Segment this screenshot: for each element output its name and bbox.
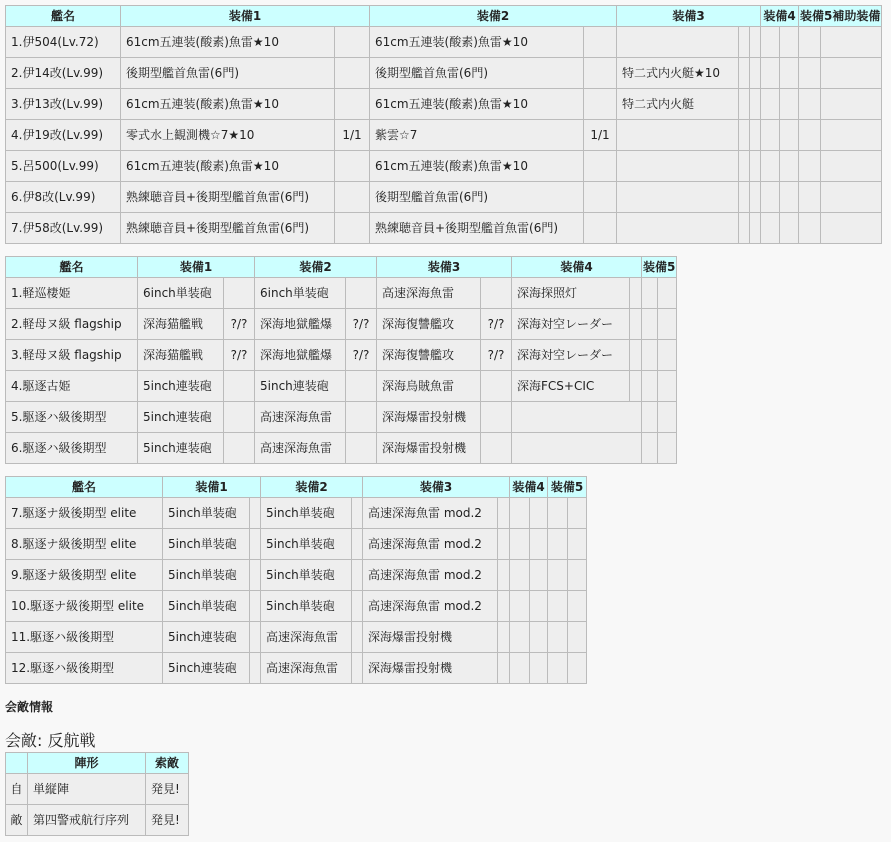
ship-name: 4.伊19改(Lv.99)	[6, 120, 121, 151]
equip1: 5inch単装砲	[163, 591, 250, 622]
equip4: 深海対空レーダー	[512, 340, 630, 371]
equip4	[761, 120, 780, 151]
table-header-row	[6, 257, 677, 278]
table-row	[6, 805, 189, 836]
equip1: 熟練聴音員+後期型艦首魚雷(6門)	[121, 213, 335, 244]
equip2-count	[352, 591, 363, 622]
equip3-count	[739, 27, 750, 58]
equip3: 特二式内火艇	[617, 89, 739, 120]
equip2-count	[584, 151, 617, 182]
equip1: 熟練聴音員+後期型艦首魚雷(6門)	[121, 182, 335, 213]
equip3: 深海爆雷投射機	[363, 622, 498, 653]
equip4-count	[780, 27, 799, 58]
equip3: 高速深海魚雷 mod.2	[363, 591, 498, 622]
table-row	[6, 622, 587, 653]
aux-equip	[820, 120, 882, 151]
equip5	[548, 591, 568, 622]
equip4	[761, 58, 780, 89]
equip2: 高速深海魚雷	[261, 653, 352, 684]
equip5-count	[568, 653, 587, 684]
equip2-count	[584, 58, 617, 89]
equip3-count	[739, 120, 750, 151]
equip3-count	[739, 151, 750, 182]
equip3-count	[739, 213, 750, 244]
equip5-count	[568, 529, 587, 560]
equip2-count: 1/1	[584, 120, 617, 151]
equip1-count	[335, 89, 370, 120]
equip3-count: ?/?	[481, 340, 512, 371]
equip1-count	[335, 27, 370, 58]
equip5	[548, 560, 568, 591]
equip4	[761, 89, 780, 120]
table-row	[6, 182, 882, 213]
empty-cell	[750, 27, 761, 58]
equip5-count	[658, 371, 677, 402]
equip3: 深海爆雷投射機	[363, 653, 498, 684]
ship-name: 2.伊14改(Lv.99)	[6, 58, 121, 89]
col-equip4: 装備4	[510, 477, 548, 498]
equip1-count: ?/?	[224, 340, 255, 371]
formation-table	[5, 752, 189, 836]
col-equip5: 装備5	[800, 9, 833, 23]
table-row	[6, 27, 882, 58]
col-ship-name: 艦名	[6, 477, 163, 498]
equip1: 5inch連装砲	[163, 653, 250, 684]
table-row	[6, 498, 587, 529]
col-search: 索敵	[146, 753, 189, 774]
equip5	[799, 151, 821, 182]
equip5	[799, 182, 821, 213]
ship-name: 6.駆逐ハ級後期型	[6, 433, 138, 464]
col-equip1: 装備1	[138, 257, 255, 278]
equip3-count	[739, 89, 750, 120]
equip4	[761, 151, 780, 182]
ship-name: 5.呂500(Lv.99)	[6, 151, 121, 182]
equip1-count	[250, 529, 261, 560]
equip1: 後期型艦首魚雷(6門)	[121, 58, 335, 89]
table-row	[6, 371, 677, 402]
col-equip1: 装備1	[121, 6, 370, 27]
equip4: 深海対空レーダー	[512, 309, 630, 340]
equip1: 5inch連装砲	[138, 371, 224, 402]
aux-equip	[820, 182, 882, 213]
equip4-count	[530, 560, 548, 591]
equip5-count	[568, 622, 587, 653]
search-result: 発見!	[146, 805, 189, 836]
enemy-main-fleet-table	[5, 256, 677, 464]
equip4-count	[530, 591, 548, 622]
equip5	[642, 433, 658, 464]
col-equip3: 装備3	[363, 477, 510, 498]
side: 敵	[6, 805, 28, 836]
col-equip3: 装備3	[377, 257, 512, 278]
equip2: 高速深海魚雷	[261, 622, 352, 653]
equip2-count	[584, 27, 617, 58]
equip2-count	[352, 622, 363, 653]
equip3-count	[481, 278, 512, 309]
equip2-count	[352, 560, 363, 591]
equip1: 5inch単装砲	[163, 498, 250, 529]
aux-equip	[820, 151, 882, 182]
equip2: 6inch単装砲	[255, 278, 346, 309]
equip2: 深海地獄艦爆	[255, 309, 346, 340]
col-formation: 陣形	[28, 753, 146, 774]
col-aux-equip: 補助装備	[832, 9, 881, 23]
col-equip2: 装備2	[370, 6, 617, 27]
equip1-count	[335, 151, 370, 182]
equip4	[761, 182, 780, 213]
table-header-row	[6, 6, 882, 27]
col-equip3: 装備3	[617, 6, 761, 27]
equip5	[548, 622, 568, 653]
table-header-row	[6, 753, 189, 774]
equip2-count	[346, 402, 377, 433]
equip3: 高速深海魚雷	[377, 278, 481, 309]
equip1-count	[250, 498, 261, 529]
col-ship-name: 艦名	[6, 6, 121, 27]
equip3-count	[498, 622, 510, 653]
empty-cell	[750, 182, 761, 213]
equip4-count	[780, 151, 799, 182]
equip3: 深海爆雷投射機	[377, 433, 481, 464]
table-row	[6, 560, 587, 591]
equip2-count	[352, 498, 363, 529]
empty-cell	[750, 151, 761, 182]
equip1: 深海猫艦戦	[138, 309, 224, 340]
equip1: 5inch連装砲	[138, 433, 224, 464]
equip3-count	[498, 560, 510, 591]
ship-name: 9.駆逐ナ級後期型 elite	[6, 560, 163, 591]
table-row	[6, 309, 677, 340]
equip1: 5inch単装砲	[163, 560, 250, 591]
col-equip4: 装備4	[761, 6, 799, 27]
equip3-count	[739, 58, 750, 89]
equip5	[799, 89, 821, 120]
equip3-count	[498, 529, 510, 560]
ship-name: 12.駆逐ハ級後期型	[6, 653, 163, 684]
equip5	[548, 529, 568, 560]
equip1: 5inch単装砲	[163, 529, 250, 560]
equip4-count	[780, 213, 799, 244]
equip4: 深海FCS+CIC	[512, 371, 630, 402]
equip4: 深海探照灯	[512, 278, 630, 309]
equip4	[510, 498, 530, 529]
col-equip5: 装備5	[642, 257, 677, 278]
equip1-count	[335, 182, 370, 213]
equip2: 高速深海魚雷	[255, 433, 346, 464]
equip2: 後期型艦首魚雷(6門)	[370, 58, 584, 89]
equip3-count	[481, 371, 512, 402]
col-equip5: 装備5	[548, 477, 587, 498]
equip5-count	[568, 591, 587, 622]
table-row	[6, 402, 677, 433]
equip5	[642, 371, 658, 402]
equip2: 紫雲☆7	[370, 120, 584, 151]
equip4-count	[780, 89, 799, 120]
empty-cell	[750, 120, 761, 151]
equip2: 後期型艦首魚雷(6門)	[370, 182, 584, 213]
equip2-count	[352, 529, 363, 560]
equip3-count	[498, 591, 510, 622]
encounter-info-heading: 会敵情報	[5, 700, 54, 714]
equip1-count	[224, 433, 255, 464]
equip4	[510, 591, 530, 622]
table-row	[6, 591, 587, 622]
equip2: 高速深海魚雷	[255, 402, 346, 433]
equip2-count	[346, 278, 377, 309]
table-row	[6, 653, 587, 684]
equip4-count	[630, 278, 642, 309]
equip5-count	[568, 498, 587, 529]
equip3: 深海復讐艦攻	[377, 340, 481, 371]
equip4-count	[630, 309, 642, 340]
equip5-count	[658, 402, 677, 433]
equip2-count	[346, 371, 377, 402]
formation: 単縦陣	[28, 774, 146, 805]
equip3: 高速深海魚雷 mod.2	[363, 529, 498, 560]
table-row	[6, 278, 677, 309]
equip3-count	[481, 433, 512, 464]
equip1-count	[335, 213, 370, 244]
equip4-count	[780, 120, 799, 151]
ship-name: 11.駆逐ハ級後期型	[6, 622, 163, 653]
equip1-count	[224, 278, 255, 309]
equip5	[642, 340, 658, 371]
equip1: 6inch単装砲	[138, 278, 224, 309]
equip5-count	[658, 433, 677, 464]
equip2: 5inch単装砲	[261, 560, 352, 591]
equip2-count	[584, 182, 617, 213]
equip4-count	[530, 529, 548, 560]
equip5	[799, 58, 821, 89]
own-fleet-table	[5, 5, 882, 244]
equip1-count: 1/1	[335, 120, 370, 151]
equip5	[548, 498, 568, 529]
equip1-count	[250, 560, 261, 591]
equip4-count	[530, 622, 548, 653]
equip2: 5inch単装砲	[261, 529, 352, 560]
search-result: 発見!	[146, 774, 189, 805]
enemy-escort-fleet-table	[5, 476, 587, 684]
col-equip1: 装備1	[163, 477, 261, 498]
equip2: 5inch連装砲	[255, 371, 346, 402]
equip5	[642, 402, 658, 433]
col-ship-name: 艦名	[6, 257, 138, 278]
equip2: 61cm五連装(酸素)魚雷★10	[370, 89, 584, 120]
equip3-count	[498, 498, 510, 529]
equip1-count	[250, 591, 261, 622]
table-row	[6, 340, 677, 371]
equip2-count: ?/?	[346, 340, 377, 371]
equip3: 特二式内火艇★10	[617, 58, 739, 89]
col-side	[6, 753, 28, 774]
equip1-count: ?/?	[224, 309, 255, 340]
engagement-text: 会敵: 反航戦	[5, 731, 96, 750]
aux-equip	[820, 213, 882, 244]
equip4	[761, 27, 780, 58]
equip1-count	[224, 371, 255, 402]
equip4	[761, 213, 780, 244]
empty-cell	[750, 213, 761, 244]
equip2: 深海地獄艦爆	[255, 340, 346, 371]
ship-name: 3.伊13改(Lv.99)	[6, 89, 121, 120]
equip3-count: ?/?	[481, 309, 512, 340]
equip4	[510, 560, 530, 591]
equip5	[548, 653, 568, 684]
ship-name: 10.駆逐ナ級後期型 elite	[6, 591, 163, 622]
equip2: 61cm五連装(酸素)魚雷★10	[370, 151, 584, 182]
equip4-count	[780, 182, 799, 213]
equip5	[799, 213, 821, 244]
equip3-count	[739, 182, 750, 213]
equip1-count	[250, 622, 261, 653]
equip3	[617, 120, 739, 151]
equip4-count	[630, 371, 642, 402]
equip2: 熟練聴音員+後期型艦首魚雷(6門)	[370, 213, 584, 244]
formation: 第四警戒航行序列	[28, 805, 146, 836]
equip1: 5inch連装砲	[163, 622, 250, 653]
equip4	[510, 653, 530, 684]
table-row	[6, 433, 677, 464]
equip5	[642, 309, 658, 340]
empty-cell	[750, 58, 761, 89]
equip3	[617, 182, 739, 213]
equip4	[512, 433, 642, 464]
equip3: 深海復讐艦攻	[377, 309, 481, 340]
ship-name: 1.伊504(Lv.72)	[6, 27, 121, 58]
equip1-count	[335, 58, 370, 89]
col-equip2: 装備2	[255, 257, 377, 278]
equip2: 5inch単装砲	[261, 498, 352, 529]
aux-equip	[820, 27, 882, 58]
equip3	[617, 151, 739, 182]
equip2-count	[352, 653, 363, 684]
col-equip5-aux	[799, 6, 882, 27]
equip2-count	[584, 89, 617, 120]
equip4-count	[530, 498, 548, 529]
equip5-count	[568, 560, 587, 591]
empty-cell	[750, 89, 761, 120]
equip1: 61cm五連装(酸素)魚雷★10	[121, 151, 335, 182]
ship-name: 7.伊58改(Lv.99)	[6, 213, 121, 244]
ship-name: 1.軽巡棲姫	[6, 278, 138, 309]
equip5-count	[658, 340, 677, 371]
aux-equip	[820, 58, 882, 89]
aux-equip	[820, 89, 882, 120]
ship-name: 8.駆逐ナ級後期型 elite	[6, 529, 163, 560]
equip1-count	[224, 402, 255, 433]
table-row	[6, 89, 882, 120]
equip4-count	[630, 340, 642, 371]
equip4	[512, 402, 642, 433]
equip1: 61cm五連装(酸素)魚雷★10	[121, 89, 335, 120]
equip2-count: ?/?	[346, 309, 377, 340]
ship-name: 6.伊8改(Lv.99)	[6, 182, 121, 213]
equip5	[799, 27, 821, 58]
ship-name: 5.駆逐ハ級後期型	[6, 402, 138, 433]
table-row	[6, 774, 189, 805]
col-equip4: 装備4	[512, 257, 642, 278]
col-equip2: 装備2	[261, 477, 363, 498]
table-header-row	[6, 477, 587, 498]
equip3: 深海烏賊魚雷	[377, 371, 481, 402]
equip3-count	[498, 653, 510, 684]
equip3: 高速深海魚雷 mod.2	[363, 498, 498, 529]
equip5	[642, 278, 658, 309]
equip2-count	[584, 213, 617, 244]
equip4	[510, 529, 530, 560]
table-row	[6, 120, 882, 151]
equip3: 高速深海魚雷 mod.2	[363, 560, 498, 591]
table-row	[6, 529, 587, 560]
equip2: 5inch単装砲	[261, 591, 352, 622]
equip1: 61cm五連装(酸素)魚雷★10	[121, 27, 335, 58]
equip2: 61cm五連装(酸素)魚雷★10	[370, 27, 584, 58]
equip3: 深海爆雷投射機	[377, 402, 481, 433]
equip4-count	[530, 653, 548, 684]
equip1: 深海猫艦戦	[138, 340, 224, 371]
equip2-count	[346, 433, 377, 464]
equip3	[617, 27, 739, 58]
equip5	[799, 120, 821, 151]
ship-name: 4.駆逐古姫	[6, 371, 138, 402]
equip1: 5inch連装砲	[138, 402, 224, 433]
equip1-count	[250, 653, 261, 684]
ship-name: 3.軽母ヌ級 flagship	[6, 340, 138, 371]
equip3	[617, 213, 739, 244]
ship-name: 2.軽母ヌ級 flagship	[6, 309, 138, 340]
table-row	[6, 213, 882, 244]
table-row	[6, 58, 882, 89]
ship-name: 7.駆逐ナ級後期型 elite	[6, 498, 163, 529]
equip4-count	[780, 58, 799, 89]
equip5-count	[658, 278, 677, 309]
equip1: 零式水上観測機☆7★10	[121, 120, 335, 151]
table-row	[6, 151, 882, 182]
equip5-count	[658, 309, 677, 340]
equip3-count	[481, 402, 512, 433]
side: 自	[6, 774, 28, 805]
equip4	[510, 622, 530, 653]
